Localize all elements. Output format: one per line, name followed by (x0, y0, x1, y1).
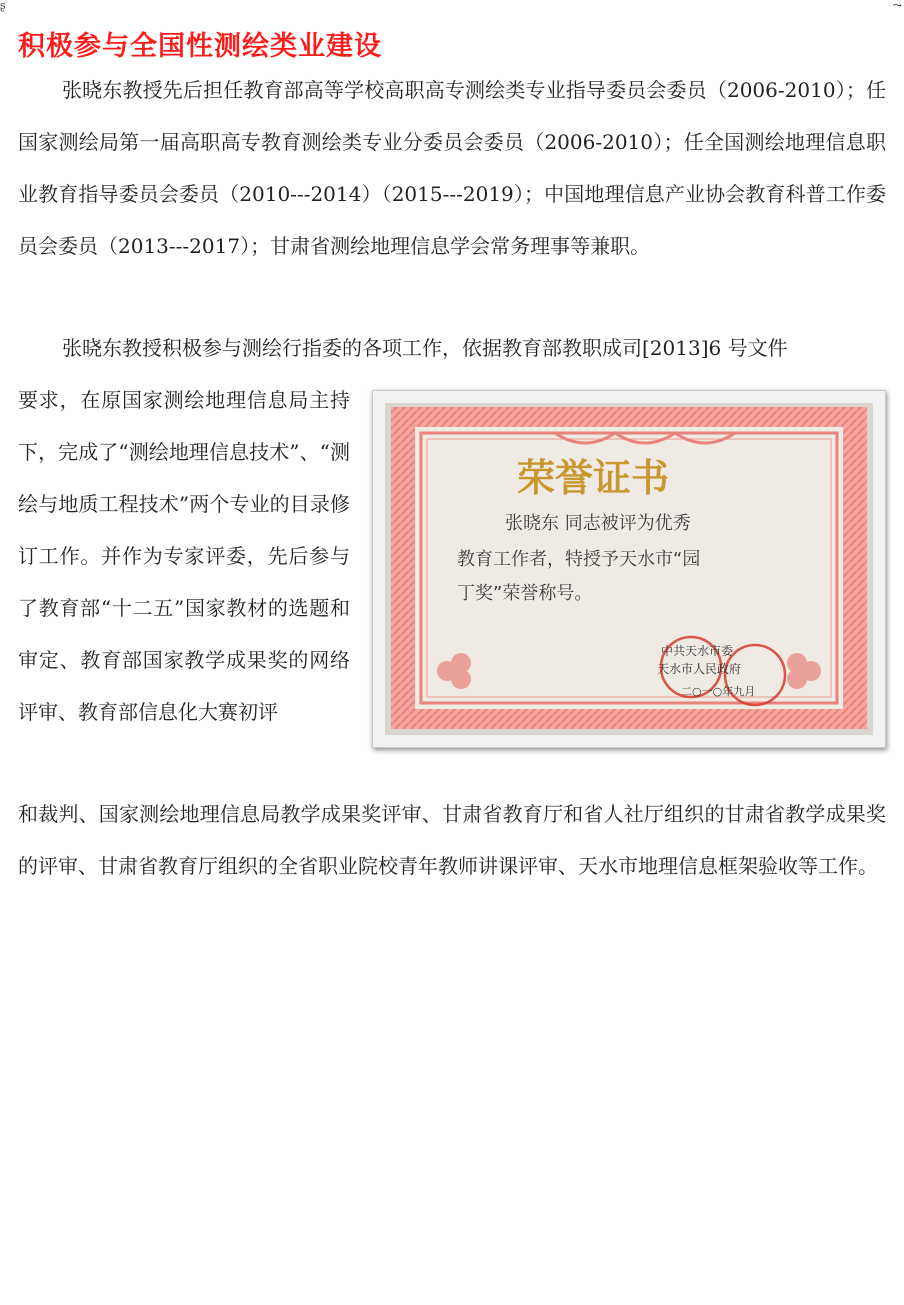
paragraph-work-rest: 和裁判、国家测绘地理信息局教学成果奖评审、甘肃省教育厅和省人社厅组织的甘肃省教学成果奖的评审、甘肃省教育厅组织的全省职业院校青年教师讲课评审、天水市地理信息框架验收等工作。 (18, 802, 886, 878)
certificate-line-1: 张晓东 同志被评为优秀 (505, 513, 691, 534)
certificate-photo (372, 390, 886, 748)
certificate-image (385, 403, 873, 735)
certificate-title: 荣誉证书 (516, 455, 670, 500)
paragraph-work-intro: 张晓东教授积极参与测绘行指委的各项工作，依据教育部教职成司[2013]6 号文件 (62, 336, 788, 360)
certificate-date: 二○一○年九月 (681, 685, 756, 698)
corner-mark-right: ⤳ (892, 0, 902, 12)
certificate-issuer-1: 中共天水市委 (661, 644, 734, 658)
paragraph-committee-roles: 张晓东教授先后担任教育部高等学校高职高专测绘类专业指导委员会委员（2006-2010）；任国家测绘局第一届高职高专教育测绘类专业分委员会委员（2006-2010）；任全国测绘地理信息职业教育指导委员会委员（2010---2014）（2015---2019）；中国地理信息产业协会教育科普工作委员会委员（2013---2017）；甘肃省测绘地理信息学会常务理事等兼职。 (18, 78, 886, 258)
corner-mark-left: ʂ (0, 0, 6, 12)
certificate-line-3: 丁奖”荣誉称号。 (457, 583, 593, 604)
certificate-issuer-2: 天水市人民政府 (657, 662, 742, 676)
page-title: 积极参与全国性测绘类业建设 (18, 31, 382, 62)
certificate-line-2: 教育工作者，特授予天水市“园 (457, 549, 701, 570)
paragraph-work-side: 要求，在原国家测绘地理信息局主持下，完成了“测绘地理信息技术”、“测绘与地质工程技术”两个专业的目录修订工作。并作为专家评委，先后参与了教育部“十二五”国家教材的选题和审定、教育部国家教学成果奖的网络评审、教育部信息化大赛初评 (18, 388, 350, 724)
